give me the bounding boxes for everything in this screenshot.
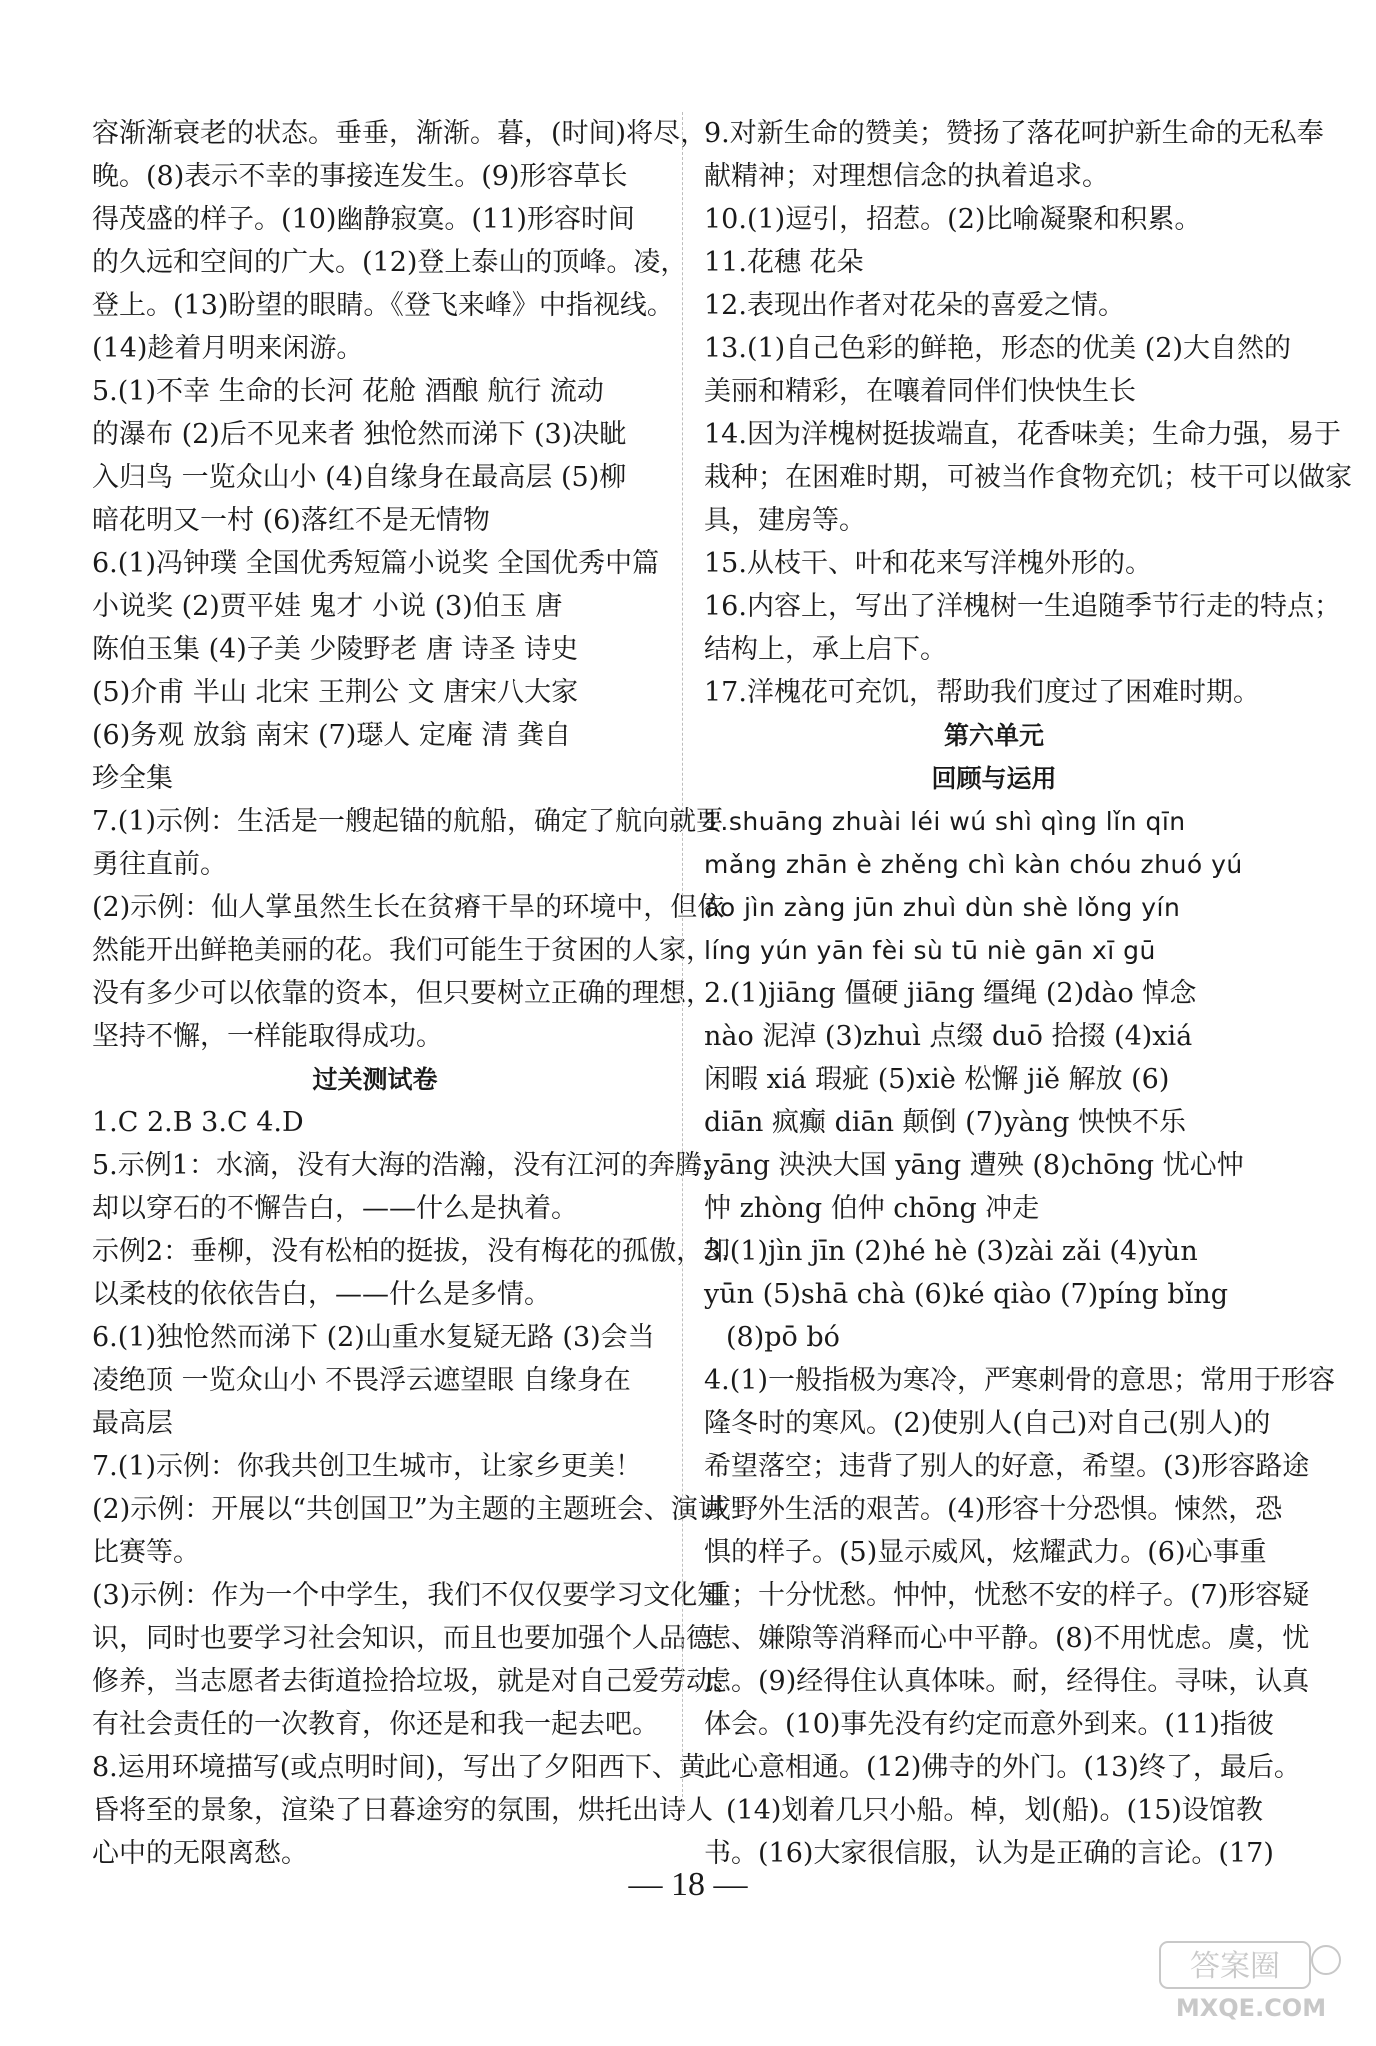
answer-line: 10.(1)逗引，招惹。(2)比喻凝聚和积累。 <box>704 204 1202 235</box>
answer-line: 1.C 2.B 3.C 4.D <box>92 1107 304 1138</box>
answer-line: 11.花穗 花朵 <box>704 247 864 278</box>
pinyin-line: líng yún yān fèi sù tū niè gān xī gū <box>704 936 1156 965</box>
answer-line: 陈伯玉集 (4)子美 少陵野老 唐 诗圣 诗史 <box>92 634 579 665</box>
answer-line: 4.(1)一般指极为寒冷，严寒刺骨的意思；常用于形容 <box>704 1365 1336 1396</box>
answer-line: 坚持不懈，一样能取得成功。 <box>92 1021 443 1052</box>
answer-line: 5.(1)不幸 生命的长河 花舱 酒酿 航行 流动 <box>92 376 604 407</box>
answer-line: yāng 泱泱大国 yāng 遭殃 (8)chōng 忧心忡 <box>704 1150 1244 1181</box>
answer-line: 登上。(13)盼望的眼睛。《登飞来峰》中指视线。 <box>92 290 674 321</box>
answer-line: 珍全集 <box>92 763 173 794</box>
answer-line: 最高层 <box>92 1408 173 1439</box>
column-divider <box>682 112 683 1812</box>
answer-line: (8)pō bó <box>726 1322 840 1353</box>
answer-line: (2)示例：仙人掌虽然生长在贫瘠干旱的环境中，但依 <box>92 892 725 923</box>
left-answer-column <box>92 112 740 1875</box>
answer-line: 17.洋槐花可充饥，帮助我们度过了困难时期。 <box>704 677 1260 708</box>
answer-line: 心中的无限离愁。 <box>92 1838 308 1869</box>
answer-line: 示例2：垂柳，没有松柏的挺拔，没有梅花的孤傲，却 <box>92 1236 731 1267</box>
answer-line: 有社会责任的一次教育，你还是和我一起去吧。 <box>92 1709 659 1740</box>
answer-line: 闲暇 xiá 瑕疵 (5)xiè 松懈 jiě 解放 (6) <box>704 1064 1170 1095</box>
answer-line: 3.(1)jìn jīn (2)hé hè (3)zài zǎi (4)yùn <box>704 1236 1198 1267</box>
answer-line: 6.(1)冯钟璞 全国优秀短篇小说奖 全国优秀中篇 <box>92 548 660 579</box>
answer-line: 体会。(10)事先没有约定而意外到来。(11)指彼 <box>704 1709 1274 1740</box>
answer-line: diān 疯癫 diān 颠倒 (7)yàng 怏怏不乐 <box>704 1107 1186 1138</box>
answer-line: 5.示例1：水滴，没有大海的浩瀚，没有江河的奔腾， <box>92 1150 729 1181</box>
watermark-text: 答案圈 <box>1190 1949 1280 1984</box>
answer-line: 结构上，承上启下。 <box>704 634 947 665</box>
answer-line: 暗花明又一村 (6)落红不是无情物 <box>92 505 490 536</box>
section-heading: 第六单元 <box>943 721 1044 750</box>
answer-line: 此心意相通。(12)佛寺的外门。(13)终了，最后。 <box>704 1752 1301 1783</box>
answer-line: 具，建房等。 <box>704 505 866 536</box>
answer-line: (5)介甫 半山 北宋 王荆公 文 唐宋八大家 <box>92 677 579 708</box>
answer-line: 入归鸟 一览众山小 (4)自缘身在最高层 (5)柳 <box>92 462 627 493</box>
answer-line: 却以穿石的不懈告白，——什么是执着。 <box>92 1193 578 1224</box>
answer-line: (14)趁着月明来闲游。 <box>92 333 364 364</box>
answer-line: 修养，当志愿者去街道捡拾垃圾，就是对自己爱劳动、 <box>92 1666 740 1697</box>
answer-line: 隆冬时的寒风。(2)使别人(自己)对自己(别人)的 <box>704 1408 1271 1439</box>
answer-line: 以柔枝的依依告白，——什么是多情。 <box>92 1279 551 1310</box>
answer-line: 晚。(8)表示不幸的事接连发生。(9)形容草长 <box>92 161 628 192</box>
answer-line: (2)示例：开展以“共创国卫”为主题的主题班会、演讲 <box>92 1494 725 1525</box>
answer-line: 或野外生活的艰苦。(4)形容十分恐惧。悚然，恐 <box>704 1494 1283 1525</box>
answer-line: 12.表现出作者对花朵的喜爱之情。 <box>704 290 1125 321</box>
watermark-domain: MXQE.COM <box>1175 1994 1327 2022</box>
answer-line: yūn (5)shā chà (6)ké qiào (7)píng bǐng <box>704 1279 1229 1310</box>
answer-line: 8.运用环境描写(或点明时间)，写出了夕阳西下、黄 <box>92 1752 706 1783</box>
answer-line: 7.(1)示例：生活是一艘起锚的航船，确定了航向就要 <box>92 806 724 837</box>
right-answer-column <box>704 112 1352 1875</box>
answer-line: (3)示例：作为一个中学生，我们不仅仅要学习文化知 <box>92 1580 725 1611</box>
answer-line: nào 泥淖 (3)zhuì 点缀 duō 拾掇 (4)xiá <box>704 1021 1193 1052</box>
answer-line: 书。(16)大家很信服，认为是正确的言论。(17) <box>704 1838 1274 1869</box>
answer-line: 栽种；在困难时期，可被当作食物充饥；枝干可以做家 <box>704 462 1352 493</box>
answer-line: 虑。(9)经得住认真体味。耐，经得住。寻味，认真 <box>704 1666 1310 1697</box>
answer-line: 7.(1)示例：你我共创卫生城市，让家乡更美！ <box>92 1451 643 1482</box>
answer-line: 惧的样子。(5)显示威风，炫耀武力。(6)心事重 <box>704 1537 1267 1568</box>
answer-line: 的瀑布 (2)后不见来者 独怆然而涕下 (3)决眦 <box>92 419 627 450</box>
answer-line: 的久远和空间的广大。(12)登上泰山的顶峰。凌， <box>92 247 688 278</box>
answer-line: 比赛等。 <box>92 1537 200 1568</box>
answer-line: 16.内容上，写出了洋槐树一生追随季节行走的特点； <box>704 591 1341 622</box>
watermark-logo <box>1156 1936 1346 2026</box>
pinyin-line: mǎng zhān è zhěng chì kàn chóu zhuó yú <box>704 850 1243 879</box>
answer-line: (14)划着几只小船。棹，划(船)。(15)设馆教 <box>726 1795 1263 1826</box>
section-heading: 回顾与运用 <box>931 764 1057 793</box>
answer-line: 然能开出鲜艳美丽的花。我们可能生于贫困的人家， <box>92 935 713 966</box>
section-heading: 过关测试卷 <box>312 1065 438 1094</box>
answer-line: 昏将至的景象，渲染了日暮途穷的氛围，烘托出诗人 <box>92 1795 713 1826</box>
answer-line: 忡 zhòng 伯仲 chōng 冲走 <box>704 1193 1040 1224</box>
page-number: — 18 — <box>628 1866 748 1903</box>
answer-line: 得茂盛的样子。(10)幽静寂寞。(11)形容时间 <box>92 204 635 235</box>
answer-line: 2.(1)jiāng 僵硬 jiāng 缰绳 (2)dào 悼念 <box>704 978 1197 1009</box>
answer-line: 没有多少可以依靠的资本，但只要树立正确的理想， <box>92 978 713 1009</box>
answer-line: 15.从枝干、叶和花来写洋槐外形的。 <box>704 548 1152 579</box>
answer-line: 献精神；对理想信念的执着追求。 <box>704 161 1109 192</box>
answer-line: 美丽和精彩，在嚷着同伴们快快生长 <box>704 376 1136 407</box>
answer-line: 识，同时也要学习社会知识，而且也要加强个人品德 <box>92 1623 713 1654</box>
pinyin-line: 1.shuāng zhuài léi wú shì qìng lǐn qīn <box>704 807 1186 836</box>
answer-line: 虑、嫌隙等消释而心中平静。(8)不用忧虑。虞，忧 <box>704 1623 1310 1654</box>
answer-line: 14.因为洋槐树挺拔端直，花香味美；生命力强，易于 <box>704 419 1341 450</box>
answer-line: 容渐渐衰老的状态。垂垂，渐渐。暮，(时间)将尽， <box>92 118 708 149</box>
pinyin-line: áo jìn zàng jūn zhuì dùn shè lǒng yín <box>704 893 1181 922</box>
answer-line: (6)务观 放翁 南宋 (7)璱人 定庵 清 龚自 <box>92 720 571 751</box>
answer-line: 凌绝顶 一览众山小 不畏浮云遮望眼 自缘身在 <box>92 1365 631 1396</box>
answer-line: 希望落空；违背了别人的好意，希望。(3)形容路途 <box>704 1451 1310 1482</box>
answer-line: 勇往直前。 <box>92 849 227 880</box>
answer-line: 6.(1)独怆然而涕下 (2)山重水复疑无路 (3)会当 <box>92 1322 655 1353</box>
answer-line: 13.(1)自己色彩的鲜艳，形态的优美 (2)大自然的 <box>704 333 1292 364</box>
answer-line: 9.对新生命的赞美；赞扬了落花呵护新生命的无私奉 <box>704 118 1324 149</box>
answer-line: 重；十分忧愁。忡忡，忧愁不安的样子。(7)形容疑 <box>704 1580 1310 1611</box>
answer-line: 小说奖 (2)贾平娃 鬼才 小说 (3)伯玉 唐 <box>92 591 563 622</box>
